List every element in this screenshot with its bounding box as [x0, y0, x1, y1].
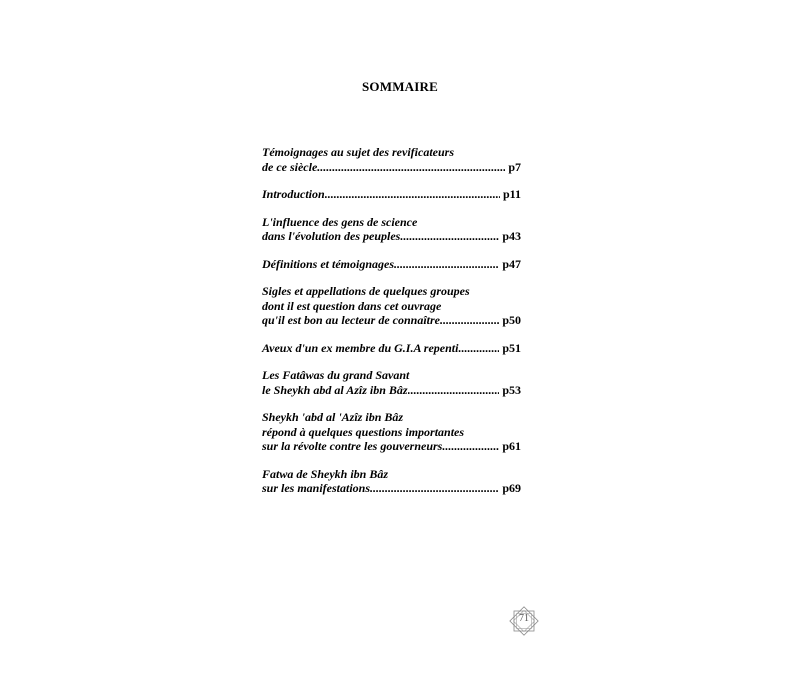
- dot-leader: [440, 313, 499, 328]
- toc-entry-title-end: Définitions et témoignages: [262, 256, 394, 271]
- toc-entry-last-line: [262, 313, 521, 328]
- toc-page-ref: p11: [502, 187, 521, 201]
- toc-entry-title-line: Témoignages au sujet des revificateurs: [262, 145, 454, 159]
- toc-entry[interactable]: [262, 215, 521, 244]
- toc-page-ref: p61: [502, 439, 521, 453]
- toc-page-ref: p53: [502, 382, 521, 397]
- toc-page-ref: p47: [502, 256, 521, 271]
- toc-entry-title-line: Sheykh 'abd al 'Azîz ibn Bâz: [262, 410, 404, 424]
- toc-entry[interactable]: [262, 410, 521, 454]
- toc-entry-title-line: L'influence des gens de science: [262, 214, 418, 229]
- toc-page-ref: p43: [502, 229, 521, 243]
- toc-entry-title-line: Sigles et appellations de quelques groupes: [262, 284, 470, 298]
- toc-entry-title-end: le Sheykh abd al Azîz ibn Bâz: [262, 382, 408, 397]
- toc-entry[interactable]: [262, 368, 521, 397]
- toc-entry-title-end: sur les manifestations: [262, 481, 371, 495]
- toc-entry-last-line: [262, 481, 521, 496]
- toc-entry-title-line: répond à quelques questions importantes: [262, 424, 465, 439]
- toc-entry-last-line: [262, 439, 521, 454]
- toc-entry[interactable]: [262, 284, 521, 328]
- toc-entry-title-end: qu'il est bon au lecteur de connaître: [262, 313, 441, 327]
- dot-leader: [400, 229, 499, 244]
- toc-entry-title-end: dans l'évolution des peuples: [262, 229, 401, 243]
- dot-leader: [325, 187, 500, 202]
- toc-entry-last-line: [262, 383, 521, 398]
- toc-page-ref: p50: [502, 313, 521, 327]
- dot-leader: [394, 257, 499, 272]
- toc-page-ref: p7: [508, 159, 521, 174]
- toc-entry-last-line: [262, 160, 521, 175]
- toc-entry-title-end: Aveux d'un ex membre du G.I.A repenti: [262, 340, 459, 355]
- toc-entry-title-line: dont il est question dans cet ouvrage: [262, 298, 442, 313]
- toc-entry[interactable]: [262, 145, 521, 174]
- dot-leader: [370, 481, 499, 496]
- page-number: 71: [519, 613, 529, 624]
- toc-page-ref: p69: [502, 481, 521, 495]
- table-of-contents: [262, 145, 521, 496]
- dot-leader: [317, 160, 505, 175]
- toc-page-ref: p51: [502, 340, 521, 355]
- dot-leader: [458, 341, 499, 356]
- toc-entry-title-end: Introduction: [262, 187, 325, 201]
- toc-entry[interactable]: [262, 467, 521, 496]
- dot-leader: [408, 383, 500, 398]
- page-title: SOMMAIRE: [362, 79, 438, 94]
- toc-entry[interactable]: [262, 341, 521, 356]
- toc-entry-last-line: [262, 341, 521, 356]
- toc-entry-last-line: [262, 187, 521, 202]
- toc-entry[interactable]: [262, 187, 521, 202]
- toc-entry-title-end: de ce siècle: [262, 159, 318, 174]
- toc-entry-last-line: [262, 229, 521, 244]
- toc-entry-last-line: [262, 257, 521, 272]
- toc-entry[interactable]: [262, 257, 521, 272]
- toc-entry-title-line: Les Fatâwas du grand Savant: [262, 368, 410, 382]
- toc-entry-title-end: sur la révolte contre les gouverneurs: [262, 439, 443, 453]
- toc-entry-title-line: Fatwa de Sheykh ibn Bâz: [262, 466, 389, 481]
- dot-leader: [442, 439, 499, 454]
